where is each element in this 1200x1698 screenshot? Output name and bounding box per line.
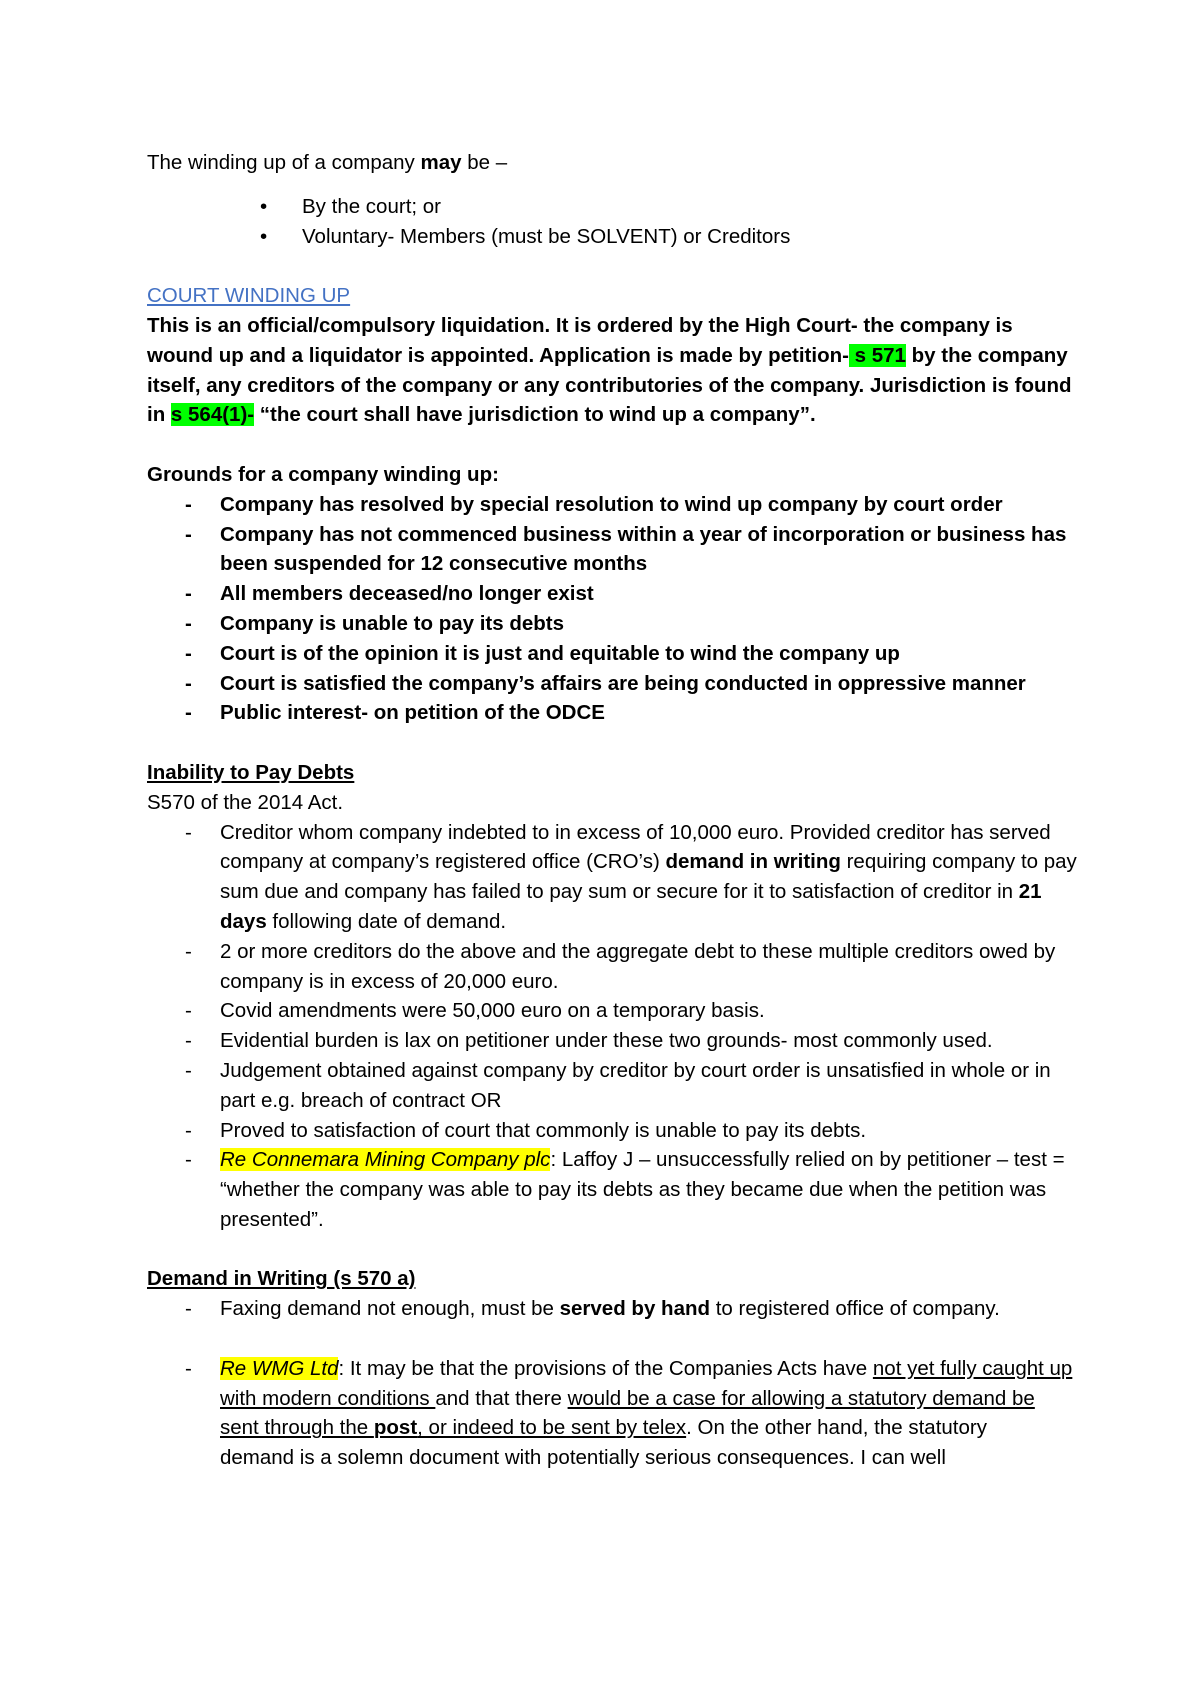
- list-item: - All members deceased/no longer exist: [147, 579, 1077, 609]
- list-item: - Public interest- on petition of the ODCE: [147, 698, 1077, 728]
- demand-heading: Demand in Writing (s 570 a): [147, 1267, 416, 1291]
- list-item: • Voluntary- Members (must be SOLVENT) or Creditors: [147, 222, 1077, 252]
- dash-icon: -: [185, 1058, 192, 1082]
- dash-icon: -: [185, 582, 192, 606]
- inability-subheading: S570 of the 2014 Act.: [147, 790, 344, 814]
- list-item: - Proved to satisfaction of court that commonly is unable to pay its debts.: [147, 1116, 1077, 1146]
- list-item: - Re WMG Ltd: It may be that the provisions of the Companies Acts have not yet fully caught up with modern conditions and that there would be a case for allowing a statutory demand be sent through the post, or indeed to be sent by telex. On the other hand, the statutory demand is a solemn document with potentially serious consequences. I can well: [147, 1354, 1077, 1473]
- list-item: - Covid amendments were 50,000 euro on a temporary basis.: [147, 996, 1077, 1026]
- list-item: - Court is of the opinion it is just and equitable to wind the company up: [147, 639, 1077, 669]
- case-name-highlight: Re WMG Ltd: [220, 1356, 339, 1380]
- intro-list: [147, 192, 1077, 252]
- bullet-icon: •: [260, 224, 268, 248]
- court-heading[interactable]: COURT WINDING UP: [147, 284, 351, 308]
- list-item: - Evidential burden is lax on petitioner under these two grounds- most commonly used.: [147, 1026, 1077, 1056]
- intro-line: The winding up of a company may be –: [147, 151, 508, 174]
- bullet-icon: •: [260, 194, 268, 218]
- dash-icon: -: [185, 1356, 192, 1380]
- list-item: - Company has resolved by special resolution to wind up company by court order: [147, 490, 1077, 520]
- dash-icon: -: [185, 611, 192, 635]
- dash-icon: -: [185, 999, 192, 1023]
- list-item: - Court is satisfied the company’s affairs are being conducted in oppressive manner: [147, 669, 1077, 699]
- case-name-highlight: Re Connemara Mining Company plc: [220, 1148, 551, 1172]
- dash-icon: -: [185, 1148, 192, 1172]
- dash-icon: -: [185, 1118, 192, 1142]
- demand-list-2: [147, 1354, 1077, 1473]
- dash-icon: -: [185, 671, 192, 695]
- dash-icon: -: [185, 820, 192, 844]
- list-item: - Creditor whom company indebted to in excess of 10,000 euro. Provided creditor has served company at company’s registered office (CRO’s) demand in writing requiring company to pay sum due and company has failed to pay sum or secure for it to satisfaction of creditor in 21 days following date of demand.: [147, 818, 1077, 937]
- inability-list: [147, 818, 1077, 1235]
- dash-icon: -: [185, 492, 192, 516]
- list-item: - Judgement obtained against company by creditor by court order is unsatisfied in whole or in part e.g. breach of contract OR: [147, 1056, 1077, 1116]
- s571-highlight: s 571: [848, 343, 906, 367]
- dash-icon: -: [185, 939, 192, 963]
- list-item: - 2 or more creditors do the above and the aggregate debt to these multiple creditors owed by company is in excess of 20,000 euro.: [147, 937, 1077, 997]
- s564-highlight: s 564(1)-: [170, 403, 255, 427]
- list-item: • By the court; or: [147, 192, 1077, 222]
- grounds-list: [147, 490, 1077, 728]
- list-item: - Company is unable to pay its debts: [147, 609, 1077, 639]
- dash-icon: -: [185, 1297, 192, 1321]
- grounds-heading: Grounds for a company winding up:: [147, 462, 499, 486]
- demand-list: [147, 1294, 1077, 1324]
- dash-icon: -: [185, 1029, 192, 1053]
- dash-icon: -: [185, 701, 192, 725]
- dash-icon: -: [185, 522, 192, 546]
- dash-icon: -: [185, 641, 192, 665]
- document-body: [147, 148, 1077, 1473]
- inability-heading: Inability to Pay Debts: [147, 760, 355, 784]
- court-paragraph: This is an official/compulsory liquidation. It is ordered by the High Court- the company is wound up and a liquidator is appointed. Application is made by petition- s 571 by the company itself, any creditors of the company or any contributories of the company. Jurisdiction is found in s 564(1)- “the court shall have jurisdiction to wind up a company”.: [147, 313, 1072, 427]
- list-item: - Faxing demand not enough, must be served by hand to registered office of company.: [147, 1294, 1077, 1324]
- list-item: - Company has not commenced business within a year of incorporation or business has been suspended for 12 consecutive months: [147, 520, 1077, 580]
- list-item: - Re Connemara Mining Company plc: Laffoy J – unsuccessfully relied on by petitioner – test = “whether the company was able to pay its debts as they became due when the petition was presented”.: [147, 1145, 1077, 1234]
